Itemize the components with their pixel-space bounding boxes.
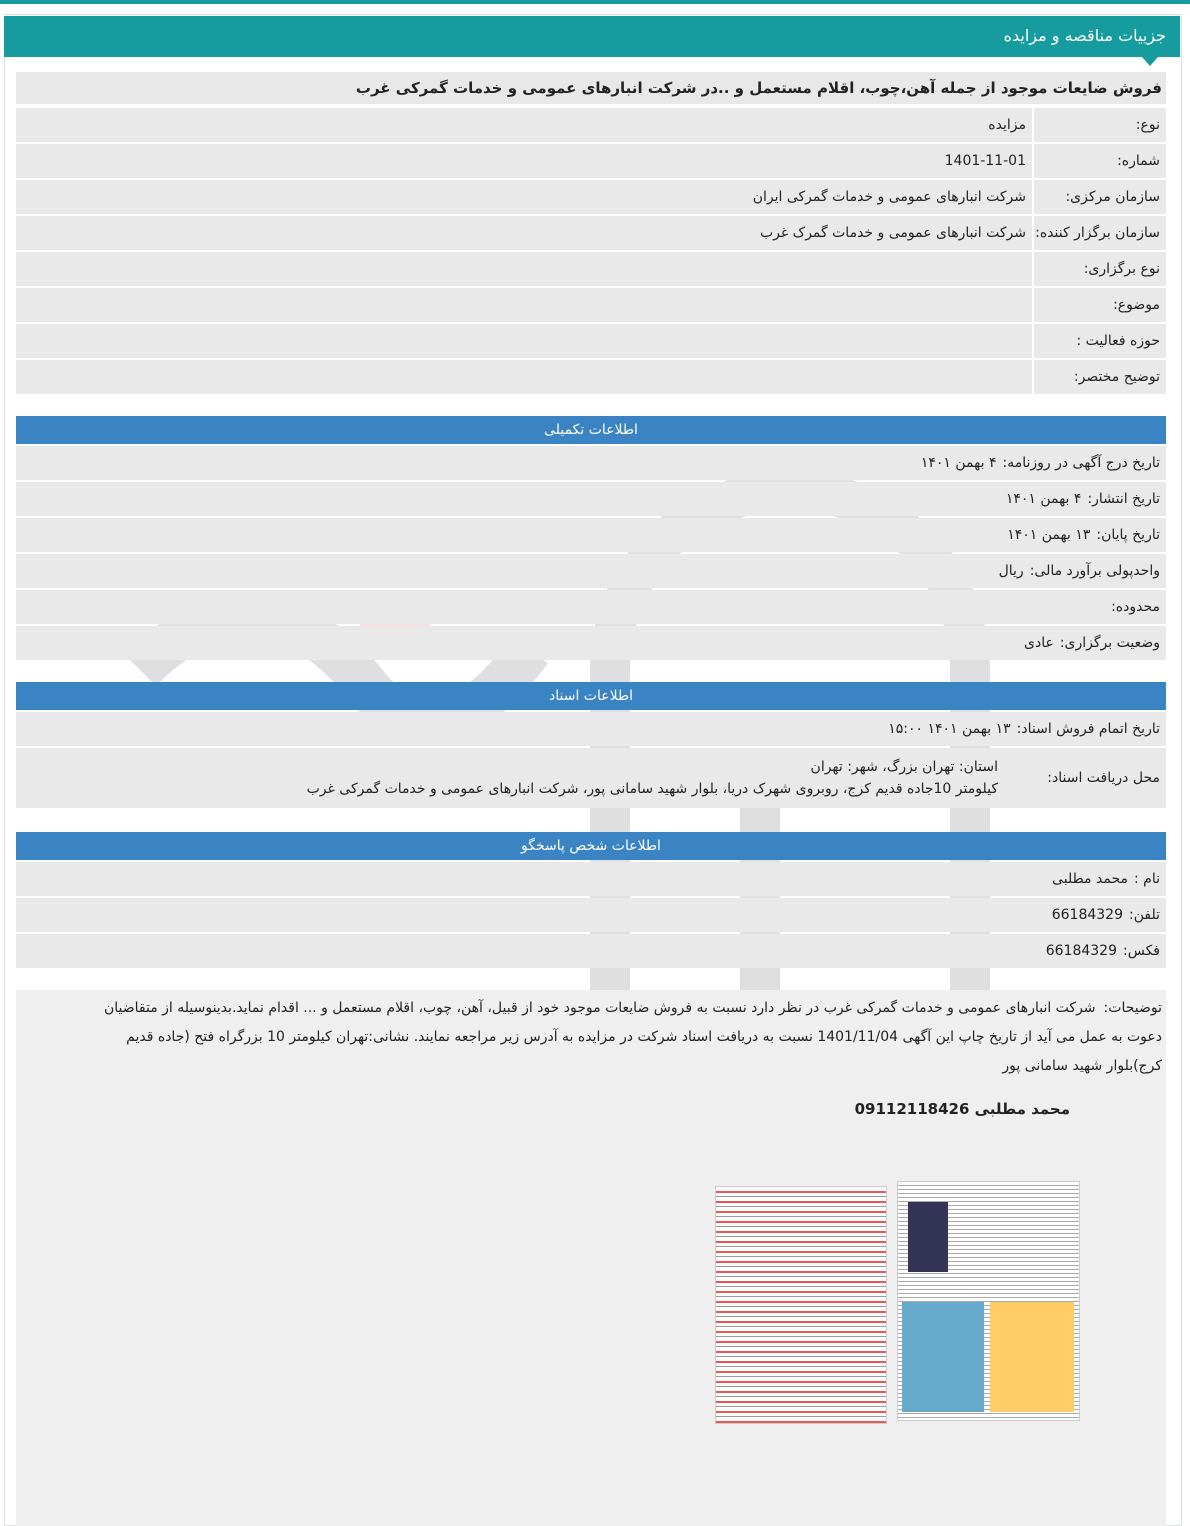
row-value: 1401-11-01 [944, 153, 1026, 169]
row-label: تاریخ انتشار: [1087, 491, 1160, 507]
info-row [16, 446, 1166, 480]
row-label: محل دریافت اسناد: [1047, 770, 1160, 786]
info-row [16, 518, 1166, 552]
row-value: ۱۳ بهمن ۱۴۰۱ [1007, 527, 1091, 543]
row-label: تاریخ درج آگهی در روزنامه: [1002, 455, 1160, 471]
info-row [16, 898, 1166, 932]
ad-block [990, 1302, 1074, 1412]
row-value: شرکت انبارهای عمومی و خدمات گمرک غرب [759, 225, 1026, 241]
ad-block [902, 1302, 984, 1412]
photo [908, 1202, 948, 1272]
row-value: استان: تهران بزرگ، شهر: تهران [810, 759, 998, 775]
info-row [16, 360, 1166, 394]
row-value: ۴ بهمن ۱۴۰۱ [920, 455, 997, 471]
row-label: حوزه فعالیت : [1032, 324, 1166, 358]
info-row [16, 712, 1166, 746]
row-label: توضیح مختصر: [1032, 360, 1166, 394]
row-value: کیلومتر 10جاده قدیم کرج، روبروی شهرک دریا، بلوار شهید سامانی پور، شرکت انبارهای عمومی و خدمات گمرکی غرب [306, 781, 998, 797]
row-label: نام : [1134, 871, 1160, 887]
row-label: وضعیت برگزاری: [1059, 635, 1160, 651]
info-row [16, 216, 1166, 250]
top-accent-line [0, 0, 1190, 4]
row-value: عادی [1024, 635, 1054, 651]
info-row [16, 252, 1166, 286]
info-row [16, 626, 1166, 660]
docs-section [16, 682, 1166, 810]
row-label: فکس: [1123, 943, 1160, 959]
tender-title: فروش ضایعات موجود از جمله آهن،چوب، اقلام مستعمل و ..در شرکت انبارهای عمومی و خدمات گمرکی غرب [16, 72, 1166, 104]
info-row [16, 934, 1166, 968]
row-value: ۴ بهمن ۱۴۰۱ [1005, 491, 1082, 507]
description-text: شرکت انبارهای عمومی و خدمات گمرکی غرب در نظر دارد نسبت به فروش ضایعات موجود خود از قبیل، آهن، چوب، اقلام مستعمل و ... اقدام نماید.بدینوسیله از متقاضیان دعوت به عمل می آید از تاریخ چاپ این آگهی 1401/11/04 نسبت به دریافت اسناد شرکت در مزایده به آدرس زیر مراجعه نمایند. نشانی:تهران کیلومتر 10 بزرگراه فتح (جاده قدیم کرج)بلوار شهید سامانی پور [103, 1000, 1162, 1074]
row-value: ۱۳ بهمن ۱۴۰۱ ۱۵:۰۰ [888, 721, 1011, 737]
info-row [16, 288, 1166, 322]
info-row [16, 144, 1166, 178]
row-label: تلفن: [1129, 907, 1160, 923]
row-value: محمد مطلبی [1052, 871, 1128, 887]
description-label: توضیحات: [1103, 1000, 1162, 1016]
row-value: شرکت انبارهای عمومی و خدمات گمرکی ایران [752, 189, 1026, 205]
row-label: سازمان برگزار کننده: [1032, 216, 1166, 250]
page-header: جزییات مناقصه و مزایده [4, 16, 1180, 57]
info-row [16, 554, 1166, 588]
extra-info-section [16, 416, 1166, 662]
row-label: سازمان مرکزی: [1032, 180, 1166, 214]
newspaper-thumbnail-2[interactable] [897, 1181, 1080, 1421]
row-label: شماره: [1032, 144, 1166, 178]
row-label: تاریخ اتمام فروش اسناد: [1016, 721, 1160, 737]
signature: محمد مطلبی 09112118426 [854, 1100, 1070, 1118]
section-header: اطلاعات تکمیلی [16, 416, 1166, 444]
info-row [16, 482, 1166, 516]
contact-section [16, 832, 1166, 970]
row-label: نوع برگزاری: [1032, 252, 1166, 286]
info-row [16, 748, 1166, 808]
info-row [16, 180, 1166, 214]
info-row [16, 108, 1166, 142]
row-value: مزایده [988, 117, 1026, 133]
row-value: 66184329 [1045, 943, 1117, 959]
newspaper-thumbnail-1[interactable] [715, 1186, 887, 1424]
row-label: نوع: [1032, 108, 1166, 142]
tender-info [16, 108, 1166, 396]
row-value: 66184329 [1051, 907, 1123, 923]
info-row [16, 590, 1166, 624]
info-row [16, 862, 1166, 896]
row-label: موضوع: [1032, 288, 1166, 322]
row-label: تاریخ پایان: [1096, 527, 1160, 543]
row-value: ریال [998, 563, 1024, 579]
row-label: واحدپولی برآورد مالی: [1029, 563, 1160, 579]
section-header: اطلاعات شخص پاسخگو [16, 832, 1166, 860]
row-label: محدوده: [1111, 599, 1160, 615]
section-header: اطلاعات اسناد [16, 682, 1166, 710]
info-row [16, 324, 1166, 358]
